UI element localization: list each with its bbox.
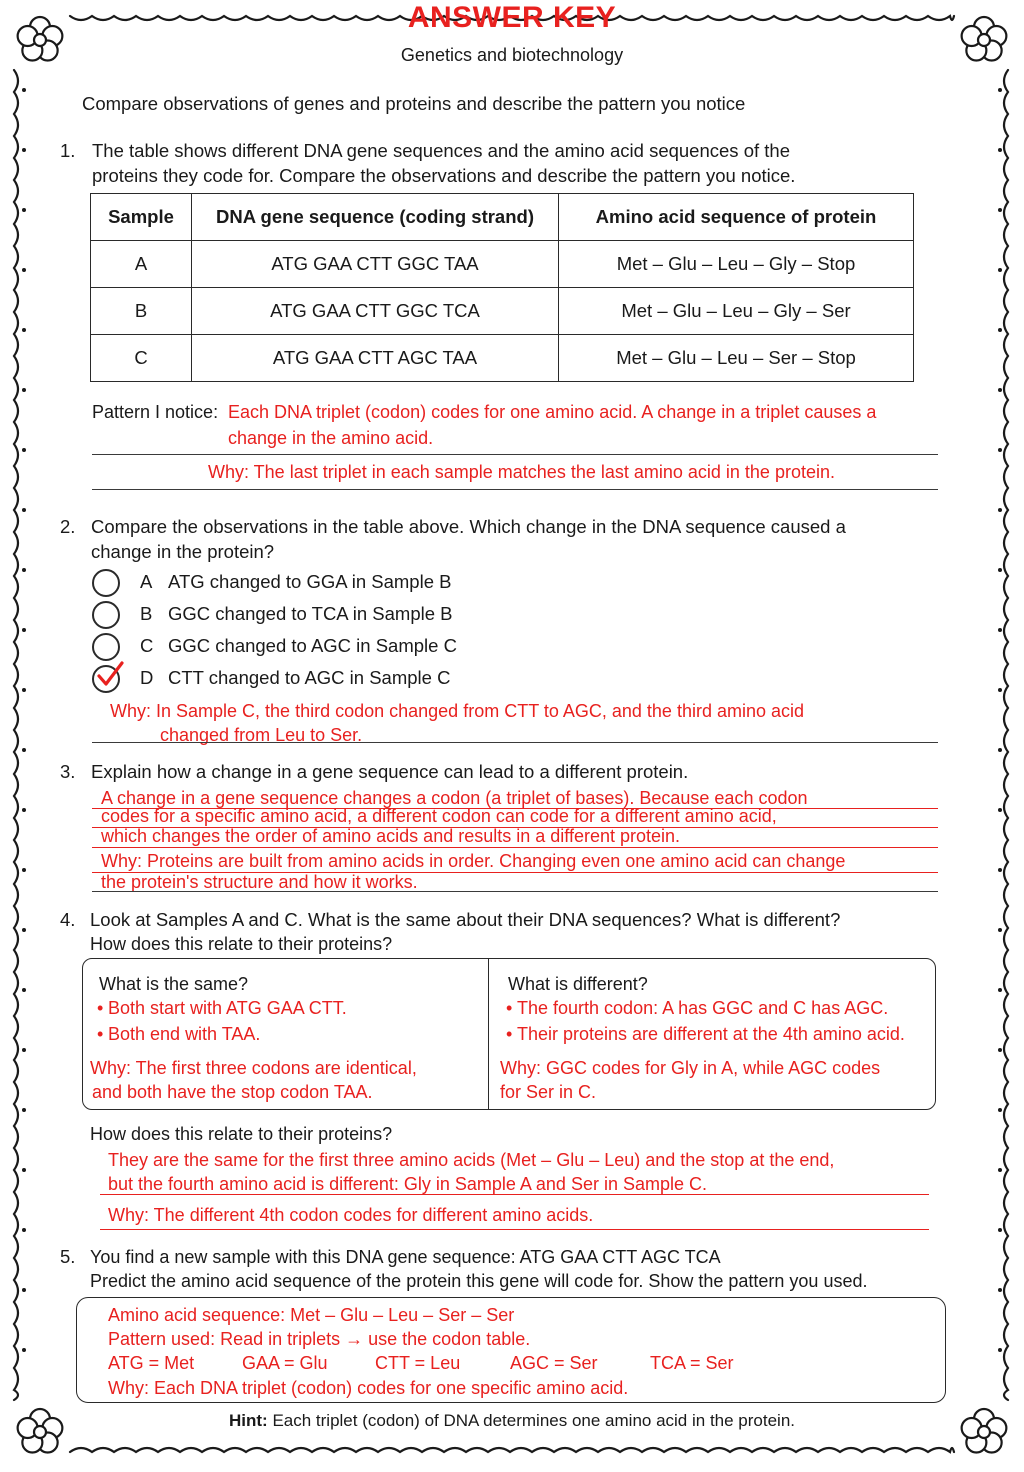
radio-circle-icon[interactable] (92, 601, 120, 629)
pattern-answer-line2: change in the amino acid. (228, 428, 434, 448)
diff-heading: What is different? (508, 974, 648, 994)
q4-text-line2: How does this relate to their proteins? (90, 934, 393, 954)
q2-number: 2. (60, 516, 76, 537)
table-row (91, 241, 914, 288)
diff-bullet: • The fourth codon: A has GGC and C has AGC. (517, 996, 888, 1020)
table-cell: Met – Glu – Leu – Gly – Stop (559, 241, 914, 288)
relate-line2: but the fourth amino acid is different: Gly in Sample A and Ser in Sample C. (108, 1174, 707, 1194)
pattern-answer-line1: Each DNA triplet (codon) codes for one amino acid. A change in a triplet causes a (228, 402, 877, 422)
diff-why-line2: for Ser in C. (500, 1082, 597, 1102)
hint-line (0, 1410, 1024, 1432)
answer-line (92, 742, 938, 743)
same-bullet: • Both start with ATG GAA CTT. (108, 996, 347, 1020)
codon-item: CTT = Leu (375, 1353, 461, 1373)
pattern-label: Pattern I notice: (92, 402, 219, 422)
table-cell: Met – Glu – Leu – Ser – Stop (559, 335, 914, 382)
option-b[interactable] (92, 601, 512, 629)
option-text: GGC changed to TCA in Sample B (168, 603, 453, 624)
radio-circle-icon[interactable] (92, 633, 120, 661)
table-row (91, 288, 914, 335)
table-header-sample: Sample (91, 194, 192, 241)
page-subtitle: Genetics and biotechnology (400, 45, 624, 65)
answer-line (92, 891, 938, 892)
q5-number: 5. (60, 1246, 76, 1267)
option-letter: B (140, 603, 153, 624)
q3-why-line1: Why: Proteins are built from amino acids in order. Changing even one amino acid can change (101, 851, 846, 871)
q5-pattern: Pattern used: Read in triplets → use the codon table. (108, 1329, 531, 1349)
q3-answer-line2: codes for a specific amino acid, a different codon can code for a different amino acid, (101, 806, 777, 826)
table-row (91, 335, 914, 382)
same-why-line2: and both have the stop codon TAA. (92, 1082, 373, 1102)
relate-question: How does this relate to their proteins? (90, 1124, 393, 1144)
option-letter: D (140, 667, 154, 688)
codon-item: TCA = Ser (650, 1353, 734, 1373)
q5-answer: Amino acid sequence: Met – Glu – Leu – Ser – Ser (108, 1305, 515, 1325)
answer-line (92, 454, 938, 455)
diff-why-line1: Why: GGC codes for Gly in A, while AGC codes (500, 1058, 881, 1078)
q1-text-line2: proteins they code for. Compare the observations and describe the pattern you notice. (92, 165, 796, 186)
option-d[interactable] (92, 665, 512, 693)
q2-why-line2: changed from Leu to Ser. (160, 725, 363, 745)
answer-line (92, 847, 938, 848)
diff-bullet: • Their proteins are different at the 4th amino acid. (517, 1022, 905, 1046)
table-cell: C (91, 335, 192, 382)
q5-why: Why: Each DNA triplet (codon) codes for one specific amino acid. (108, 1378, 629, 1398)
answer-line (92, 489, 938, 490)
option-letter: A (140, 571, 153, 592)
answer-line (100, 1229, 929, 1230)
same-why-line1: Why: The first three codons are identical, (90, 1058, 417, 1078)
q3-question: Explain how a change in a gene sequence can lead to a different protein. (91, 761, 689, 782)
answer-line (100, 1194, 929, 1195)
hint-text: Each triplet (codon) of DNA determines one amino acid in the protein. (272, 1411, 795, 1430)
codon-item: ATG = Met (108, 1353, 195, 1373)
table-cell: B (91, 288, 192, 335)
q2-text-line2: change in the protein? (91, 541, 275, 562)
table-cell: ATG GAA CTT GGC TAA (192, 241, 559, 288)
option-letter: C (140, 635, 154, 656)
q5-text-line2: Predict the amino acid sequence of the protein this gene will code for. Show the pattern you used. (90, 1271, 868, 1291)
q4-number: 4. (60, 909, 76, 930)
table-cell: A (91, 241, 192, 288)
q4-text-line1: Look at Samples A and C. What is the same about their DNA sequences? What is different? (90, 909, 841, 930)
check-icon (94, 659, 126, 691)
q5-text-line1: You find a new sample with this DNA gene sequence: ATG GAA CTT AGC TCA (90, 1247, 721, 1267)
dna-table (90, 193, 914, 382)
codon-item: AGC = Ser (510, 1353, 598, 1373)
q3-number: 3. (60, 761, 76, 782)
page-title: ANSWER KEY (407, 1, 617, 34)
radio-circle-icon[interactable] (92, 569, 120, 597)
same-bullet: • Both end with TAA. (108, 1022, 260, 1046)
intro-text: Compare observations of genes and proteins and describe the pattern you notice (82, 93, 746, 114)
relate-line1: They are the same for the first three amino acids (Met – Glu – Leu) and the stop at the end, (108, 1150, 835, 1170)
q3-answer-line3: which changes the order of amino acids and results in a different protein. (101, 826, 681, 846)
table-header-dna: DNA gene sequence (coding strand) (192, 194, 559, 241)
table-header-row (91, 194, 914, 241)
q1-number: 1. (60, 140, 76, 161)
q2-why-line1: Why: In Sample C, the third codon changed from CTT to AGC, and the third amino acid (110, 701, 805, 721)
option-c[interactable] (92, 633, 512, 661)
table-cell: Met – Glu – Leu – Gly – Ser (559, 288, 914, 335)
q2-text-line1: Compare the observations in the table above. Which change in the DNA sequence caused a (91, 516, 846, 537)
table-cell: ATG GAA CTT GGC TCA (192, 288, 559, 335)
table-cell: ATG GAA CTT AGC TAA (192, 335, 559, 382)
option-text: CTT changed to AGC in Sample C (168, 667, 451, 688)
q3-why-line2: the protein's structure and how it works. (101, 872, 418, 892)
relate-why: Why: The different 4th codon codes for different amino acids. (108, 1205, 594, 1225)
table-header-amino: Amino acid sequence of protein (559, 194, 914, 241)
pattern-why: Why: The last triplet in each sample matches the last amino acid in the protein. (208, 462, 835, 482)
q1-text-line1: The table shows different DNA gene sequences and the amino acid sequences of the (92, 140, 790, 161)
option-text: ATG changed to GGA in Sample B (168, 571, 452, 592)
q3-answer-line1: A change in a gene sequence changes a codon (a triplet of bases). Because each codon (101, 788, 808, 808)
q4-box-divider (488, 958, 489, 1110)
option-a[interactable] (92, 569, 512, 597)
option-text: GGC changed to AGC in Sample C (168, 635, 457, 656)
codon-item: GAA = Glu (242, 1353, 328, 1373)
same-heading: What is the same? (99, 974, 249, 994)
hint-label: Hint: (228, 1411, 268, 1430)
